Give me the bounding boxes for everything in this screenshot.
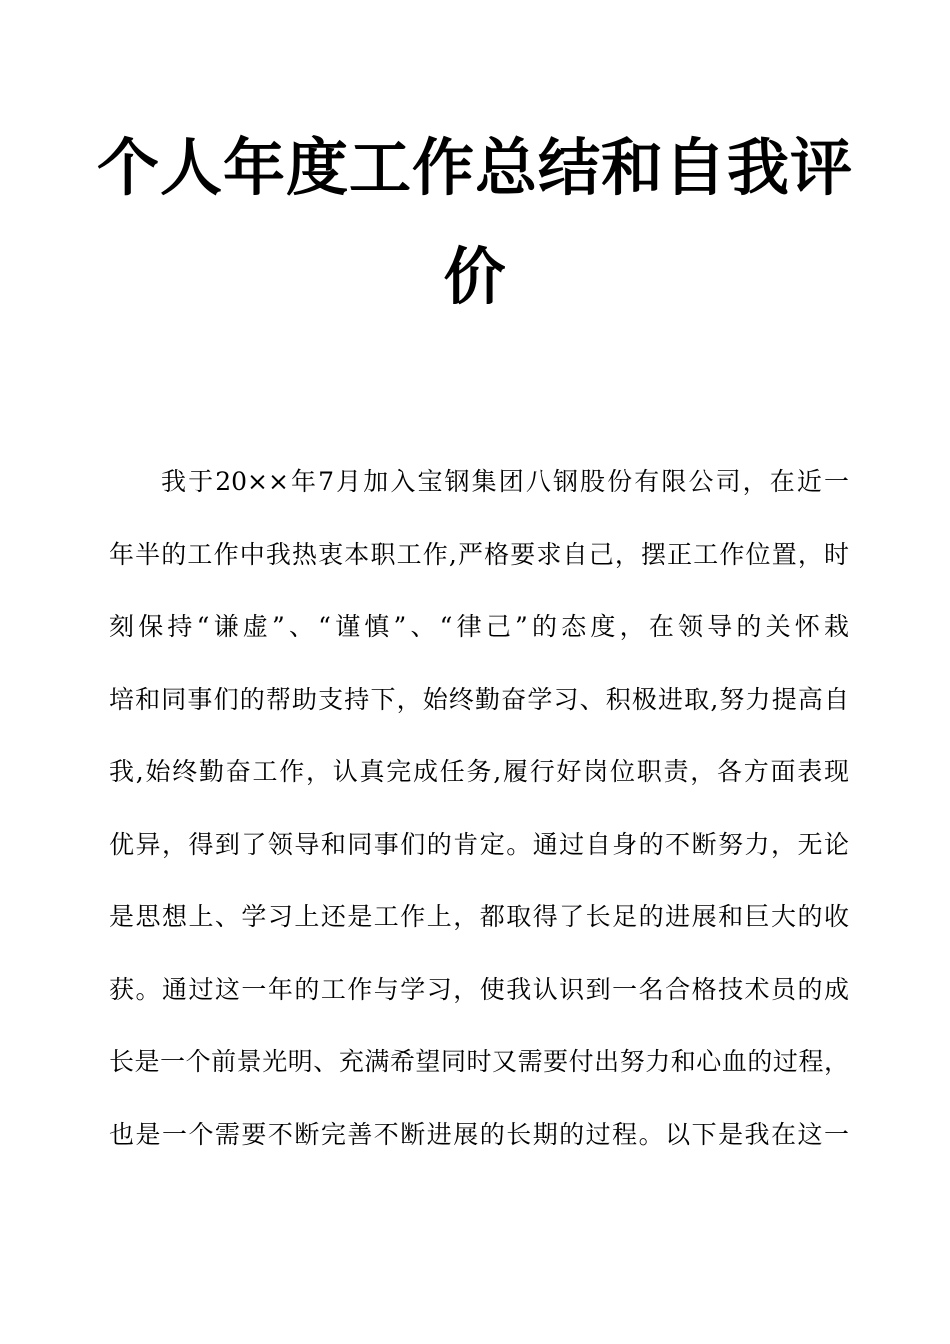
body-paragraph <box>109 446 849 1171</box>
paragraph-line: 长是一个前景光明、充满希望同时又需要付出努力和心血的过程， <box>109 1047 849 1076</box>
paragraph-line: 刻保持“谦虚”、“谨慎”、“律己”的态度，在领导的关怀栽 <box>109 612 849 641</box>
paragraph-line: 我于20××年7月加入宝钢集团八钢股份有限公司，在近一 <box>161 467 849 496</box>
paragraph-line: 培和同事们的帮助支持下，始终勤奋学习、积极进取,努力提高自 <box>109 684 849 714</box>
document-title-line-2: 价 <box>443 240 507 313</box>
document-title-line-1: 个人年度工作总结和自我评 <box>96 131 853 204</box>
paragraph-line: 年半的工作中我热衷本职工作,严格要求自己，摆正工作位置，时 <box>109 539 849 569</box>
paragraph-line: 获。通过这一年的工作与学习，使我认识到一名合格技术员的成 <box>109 974 849 1004</box>
paragraph-line: 优异，得到了领导和同事们的肯定。通过自身的不断努力，无论 <box>109 829 849 859</box>
paragraph-line: 也是一个需要不断完善不断进展的长期的过程。以下是我在这一 <box>109 1119 849 1149</box>
paragraph-line: 是思想上、学习上还是工作上，都取得了长足的进展和巨大的收 <box>109 902 849 931</box>
paragraph-line: 我,始终勤奋工作，认真完成任务,履行好岗位职责，各方面表现 <box>109 757 849 786</box>
